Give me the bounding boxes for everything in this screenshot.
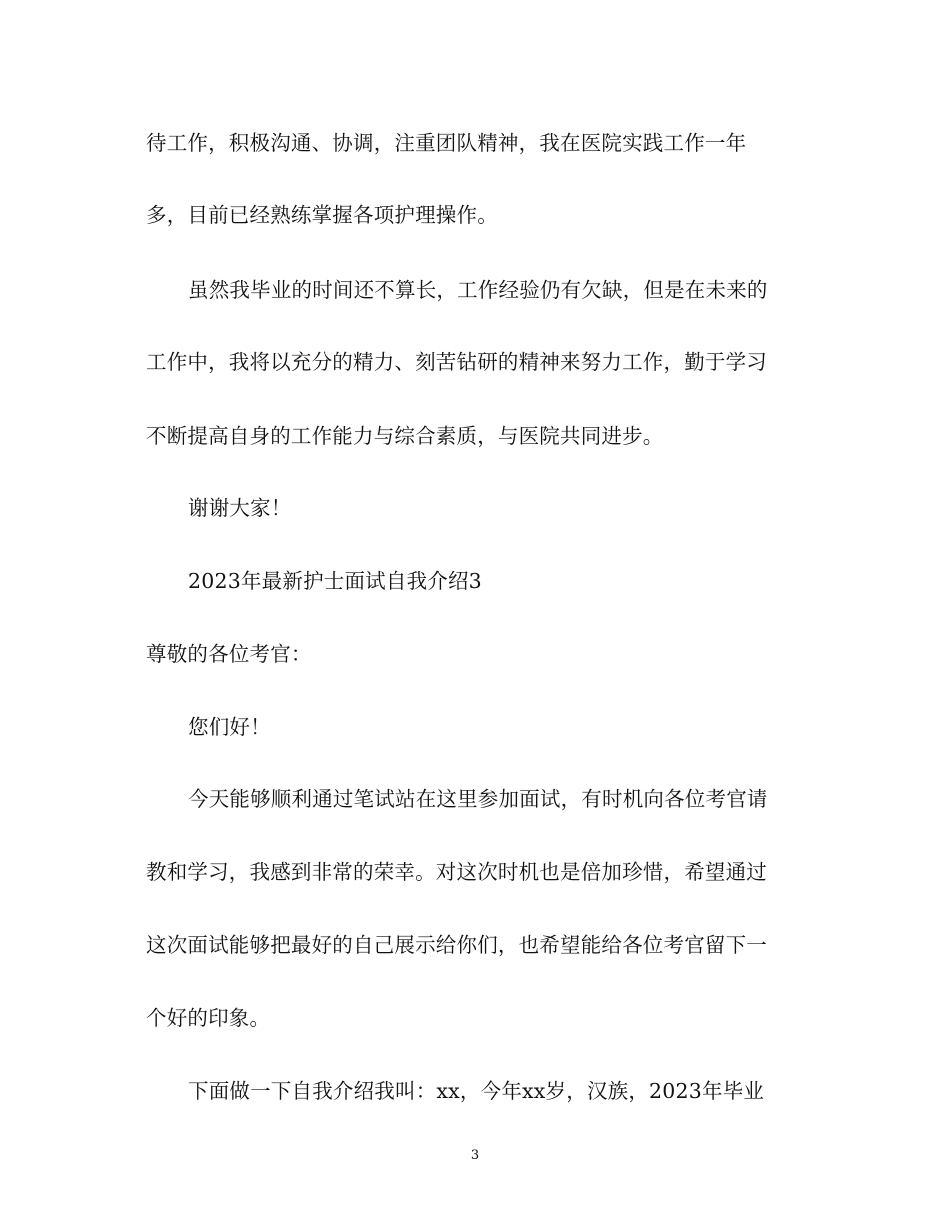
- section-heading: 2023年最新护士面试自我介绍3: [188, 569, 482, 593]
- text-line: 教和学习，我感到非常的荣幸。对这次时机也是倍加珍惜，希望通过: [146, 860, 767, 884]
- text-line: 工作中，我将以充分的精力、刻苦钻研的精神来努力工作，勤于学习: [146, 350, 767, 374]
- text-line: 下面做一下自我介绍我叫：xx，今年xx岁，汉族，2023年毕业: [188, 1079, 765, 1103]
- page-number: 3: [470, 1148, 480, 1163]
- text-line: 多，目前已经熟练掌握各项护理操作。: [146, 203, 498, 227]
- text-line: 谢谢大家！: [188, 496, 292, 520]
- text-line: 尊敬的各位考官：: [146, 642, 312, 666]
- text-line: 不断提高自身的工作能力与综合素质，与医院共同进步。: [146, 424, 664, 448]
- text-line: 这次面试能够把最好的自己展示给你们，也希望能给各位考官留下一: [146, 933, 767, 957]
- text-line: 待工作，积极沟通、协调，注重团队精神，我在医院实践工作一年: [146, 131, 747, 155]
- text-line: 您们好！: [188, 715, 271, 739]
- text-line: 今天能够顺利通过笔试站在这里参加面试，有时机向各位考官请: [188, 787, 768, 811]
- text-line: 个好的印象。: [146, 1006, 271, 1030]
- text-line: 虽然我毕业的时间还不算长，工作经验仍有欠缺，但是在未来的: [188, 278, 768, 302]
